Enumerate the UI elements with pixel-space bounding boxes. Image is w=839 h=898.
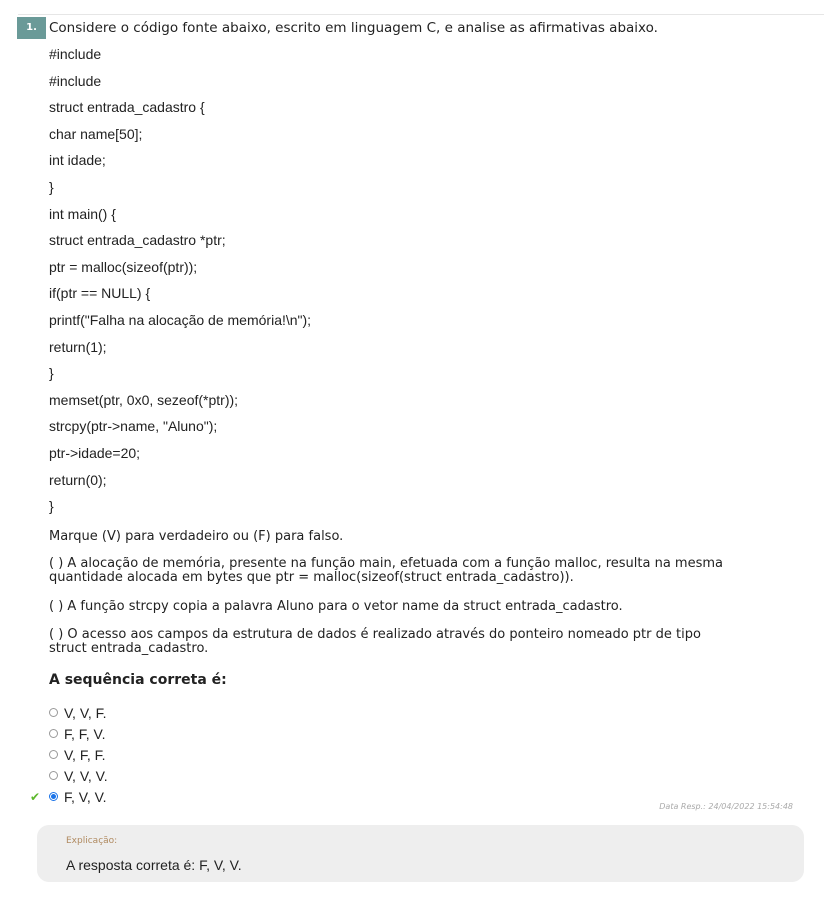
radio-button[interactable]: [49, 708, 58, 717]
code-line: char name[50];: [49, 125, 143, 142]
code-line: int main() {: [49, 205, 116, 222]
explanation-text: A resposta correta é: F, V, V.: [66, 857, 242, 873]
code-line: }: [49, 498, 54, 515]
code-line: struct entrada_cadastro *ptr;: [49, 232, 226, 249]
explanation-label: Explicação:: [66, 836, 118, 846]
option-label: F, F, V.: [64, 725, 106, 742]
code-line: return(0);: [49, 471, 107, 488]
answer-options: [30, 702, 108, 807]
answer-option[interactable]: [49, 723, 108, 744]
response-date: Data Resp.: 24/04/2022 15:54:48: [659, 802, 793, 811]
instruction: Marque (V) para verdadeiro ou (F) para falso.: [49, 529, 344, 544]
option-label: V, F, F.: [64, 746, 106, 763]
option-label: V, V, V.: [64, 767, 108, 784]
option-label: V, V, F.: [64, 704, 107, 721]
statement-1: ( ) A alocação de memória, presente na função main, efetuada com a função malloc, resulta na mesma quantidade alocada em bytes que ptr = malloc(sizeof(struct entrada_cadastro)).: [49, 556, 723, 585]
divider: [18, 14, 824, 15]
answer-option[interactable]: [30, 786, 108, 807]
correct-check-icon: ✔: [30, 789, 41, 804]
code-line: memset(ptr, 0x0, sezeof(*ptr));: [49, 391, 239, 408]
code-line: return(1);: [49, 338, 107, 355]
code-line: #include: [49, 46, 102, 62]
statement-2: ( ) A função strcpy copia a palavra Aluno para o vetor name da struct entrada_cadastro.: [49, 599, 623, 614]
explanation-box: [37, 825, 804, 882]
answer-option[interactable]: [49, 765, 108, 786]
code-line: printf("Falha na alocação de memória!\n");: [49, 311, 312, 328]
code-line: ptr->idade=20;: [49, 444, 141, 461]
radio-button[interactable]: [49, 771, 58, 780]
code-block: [49, 43, 311, 522]
option-label: F, V, V.: [64, 788, 107, 805]
code-line: }: [49, 365, 54, 382]
code-line: ptr = malloc(sizeof(ptr));: [49, 258, 198, 275]
code-line: struct entrada_cadastro {: [49, 99, 205, 116]
code-line: if(ptr == NULL) {: [49, 285, 151, 302]
question-prompt: Considere o código fonte abaixo, escrito em linguagem C, e analise as afirmativas abaixo.: [49, 20, 658, 36]
answer-option[interactable]: [49, 702, 108, 723]
code-line: }: [49, 178, 54, 195]
answer-option[interactable]: [49, 744, 108, 765]
statement-3: ( ) O acesso aos campos da estrutura de dados é realizado através do ponteiro nomeado ptr de tipo struct entrada_cadastro.: [49, 627, 701, 656]
sequence-label: A sequência correta é:: [49, 672, 227, 688]
question-number: 1.: [17, 17, 46, 39]
radio-button[interactable]: [49, 792, 58, 801]
code-line: strcpy(ptr->name, "Aluno");: [49, 418, 218, 435]
code-line: int idade;: [49, 152, 106, 169]
code-line: #include: [49, 72, 102, 89]
radio-button[interactable]: [49, 750, 58, 759]
radio-button[interactable]: [49, 729, 58, 738]
